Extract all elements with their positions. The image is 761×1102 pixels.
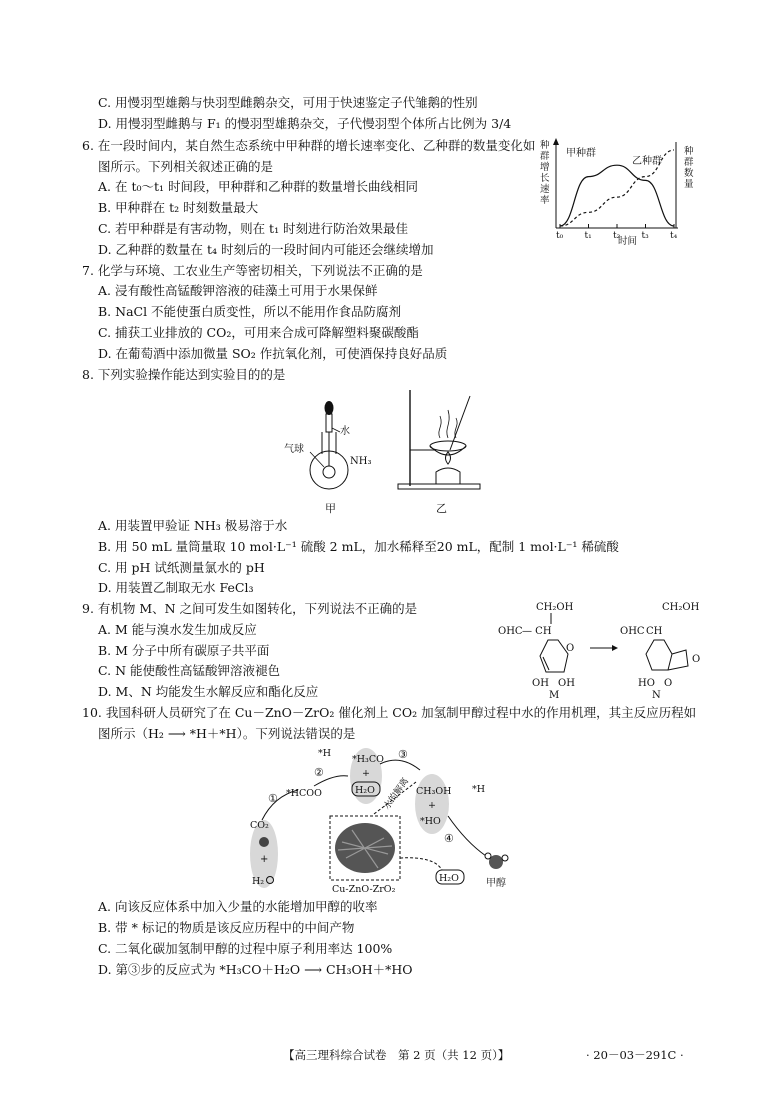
label-catalyst: Cu-ZnO-ZrO₂: [332, 884, 396, 895]
q8-apparatus-yi: [392, 386, 502, 518]
chart-legend-jia: 甲种群: [566, 148, 596, 159]
n-ch: CH: [646, 626, 663, 637]
q10-option-a: A. 向该反应体系中加入少量的水能增加甲醇的收率: [98, 899, 378, 914]
n-ring-a: [646, 640, 672, 670]
methanol-h-atom-1: [485, 853, 491, 859]
q6-option-a: A. 在 t₀～t₁ 时间段，甲种群和乙种群的数量增长曲线相同: [98, 179, 418, 194]
q9-option-a: A. M 能与溴水发生加成反应: [98, 622, 257, 637]
footer-title: 【高三理科综合试卷 第 2 页（共 12 页）】: [283, 1048, 510, 1062]
m-oh-1: OH: [532, 678, 549, 689]
footer-code: · 20－03－291C ·: [586, 1048, 684, 1062]
m-ohc: OHC: [498, 626, 523, 637]
label-co2: CO₂: [250, 820, 269, 831]
m-ch2oh: CH₂OH: [536, 602, 574, 613]
step3-marker: ③: [398, 748, 408, 761]
vapor: [439, 410, 457, 438]
q10-option-b: B. 带 * 标记的物质是该反应历程中的中间产物: [98, 920, 355, 935]
label-plus-3: +: [428, 800, 436, 811]
q9-stem: 9. 有机物 M、N 之间可发生如图转化，下列说法不正确的是: [82, 601, 418, 616]
m-ch: — CH: [522, 626, 552, 637]
label-h-a: *H: [318, 748, 332, 759]
q8-stem: 8. 下列实验操作能达到实验目的的是: [82, 367, 286, 382]
q8-option-a: A. 用装置甲验证 NH₃ 极易溶于水: [98, 518, 288, 533]
chart-x-tick-label: t₁: [584, 231, 592, 241]
m-oh-2: OH: [558, 678, 575, 689]
q6-stem: 6. 在一段时间内，某自然生态系统中甲种群的增长速率变化、乙种群的数量变化如: [82, 138, 536, 153]
q9-option-c: C. N 能使酸性高锰酸钾溶液褪色: [98, 663, 280, 678]
chart-series-jia-line: [560, 165, 674, 226]
alcohol-lamp: [436, 468, 460, 484]
chart-x-tick-label: t₄: [670, 231, 678, 241]
arrow-water-out: [400, 858, 442, 870]
q8-option-b: B. 用 50 mL 量筒量取 10 mol·L⁻¹ 硫酸 2 mL，加水稀释至20 mL，配制 1 mol·L⁻¹ 稀硫酸: [98, 539, 619, 554]
m-double-bond: [543, 657, 549, 670]
reaction-arrow-head: [612, 645, 618, 651]
n-ring-o: O: [692, 654, 701, 665]
chart-y-arrow: [553, 138, 559, 145]
step4-marker: ④: [444, 832, 454, 845]
chart-x-tick-label: t₃: [641, 231, 649, 241]
label-water-dissociation: 水的解离: [382, 776, 412, 812]
arrow-step3: [380, 760, 420, 770]
label-balloon: 气球: [284, 444, 304, 455]
q6-option-c: C. 若甲种群是有害动物，则在 t₁ 时刻进行防治效果最佳: [98, 221, 409, 236]
q7-option-a: A. 浸有酸性高锰酸钾溶液的硅藻土可用于水果保鲜: [98, 283, 378, 298]
label-ho: *HO: [420, 816, 441, 827]
q7-stem: 7. 化学与环境、工农业生产等密切相关，下列说法不正确的是: [82, 263, 423, 278]
chart-legend-yi: 乙种群: [632, 156, 662, 167]
q10-stem: 10. 我国科研人员研究了在 Cu－ZnO－ZrO₂ 催化剂上 CO₂ 加氢制甲醇过程中水的作用机理，其主反应历程如: [82, 705, 697, 720]
chart-x-tick-label: t₂: [613, 231, 621, 241]
q8-apparatus-jia: [282, 392, 382, 518]
n-ohc: OHC: [620, 626, 645, 637]
label-water: 水: [340, 426, 350, 437]
balloon-pointer: [310, 452, 324, 467]
q8-option-c: C. 用 pH 试纸测量氯水的 pH: [98, 560, 265, 575]
label-plus-1: +: [260, 854, 269, 865]
m-ring-o: O: [566, 643, 575, 654]
q5-option-c: C. 用慢羽型雄鹅与快羽型雌鹅杂交，可用于快速鉴定子代雏鹅的性别: [98, 95, 478, 110]
label-jia: 甲: [325, 502, 336, 515]
q6-option-d: D. 乙种群的数量在 t₄ 时刻后的一段时间内可能还会继续增加: [98, 242, 434, 257]
q9-option-b: B. M 分子中所有碳原子共平面: [98, 643, 270, 658]
dropper-tube: [326, 414, 332, 432]
label-h3co: *H₃CO: [352, 754, 384, 765]
n-ch2oh: CH₂OH: [662, 602, 700, 613]
chart-ylabel-left: 种群增长速率: [540, 140, 550, 206]
label-hcoo: *HCOO: [286, 788, 322, 799]
q7-option-c: C. 捕获工业排放的 CO₂，可用来合成可降解塑料聚碳酸酯: [98, 325, 419, 340]
n-o: O: [664, 678, 673, 689]
label-methanol: 甲醇: [486, 878, 506, 889]
dropper-bulb: [325, 401, 334, 415]
q6-population-chart: [532, 138, 707, 248]
chart-ylabel-right: 种群数量: [684, 146, 694, 190]
chart-xlabel: 时间: [618, 236, 638, 247]
q6-option-b: B. 甲种群在 t₂ 时刻数量最大: [98, 200, 259, 215]
n-ho: HO: [638, 678, 655, 689]
label-nh3: NH₃: [350, 456, 372, 467]
q10-mechanism-diagram: [238, 746, 528, 896]
q8-option-d: D. 用装置乙制取无水 FeCl₃: [98, 580, 254, 595]
water-pointer: [332, 428, 340, 432]
label-yi: 乙: [436, 502, 447, 515]
n-label: N: [652, 690, 661, 700]
q10-stem-cont: 图所示（H₂ ⟶ *H＋*H）。下列说法错误的是: [98, 726, 356, 741]
q5-option-d: D. 用慢羽型雌鹅与 F₁ 的慢羽型雄鹅杂交，子代慢羽型个体所占比例为 3/4: [98, 116, 512, 131]
q9-structures: [496, 596, 726, 700]
m-label: M: [549, 690, 560, 700]
step2-marker: ②: [314, 766, 324, 779]
q7-option-b: B. NaCl 不能使蛋白质变性，所以不能用作食品防腐剂: [98, 304, 402, 319]
label-h2o-b: H₂O: [439, 873, 459, 884]
q6-stem-cont: 图所示。下列相关叙述正确的是: [98, 159, 274, 174]
q9-option-d: D. M、N 均能发生水解反应和酯化反应: [98, 684, 319, 699]
chart-x-tick-label: t₀: [556, 231, 564, 241]
label-ch3oh: CH₃OH: [416, 786, 452, 797]
label-h2: H₂: [252, 876, 265, 887]
step1-marker: ①: [268, 792, 278, 805]
q10-option-c: C. 二氧化碳加氢制甲醇的过程中原子利用率达 100%: [98, 941, 393, 956]
methanol-h-atom-2: [502, 855, 508, 861]
label-h2o-a: H₂O: [355, 785, 375, 796]
balloon: [323, 466, 335, 478]
label-plus-2: +: [362, 768, 370, 779]
flame: [446, 452, 451, 464]
evaporating-dish: [430, 441, 466, 451]
m-ring: [540, 640, 568, 672]
q10-option-d: D. 第③步的反应式为 *H₃CO＋H₂O ⟶ CH₃OH＋*HO: [98, 962, 413, 977]
q7-option-d: D. 在葡萄酒中添加微量 SO₂ 作抗氧化剂，可使酒保持良好品质: [98, 346, 448, 361]
co2-molecule-icon: [259, 837, 269, 847]
label-h-b: *H: [472, 784, 486, 795]
